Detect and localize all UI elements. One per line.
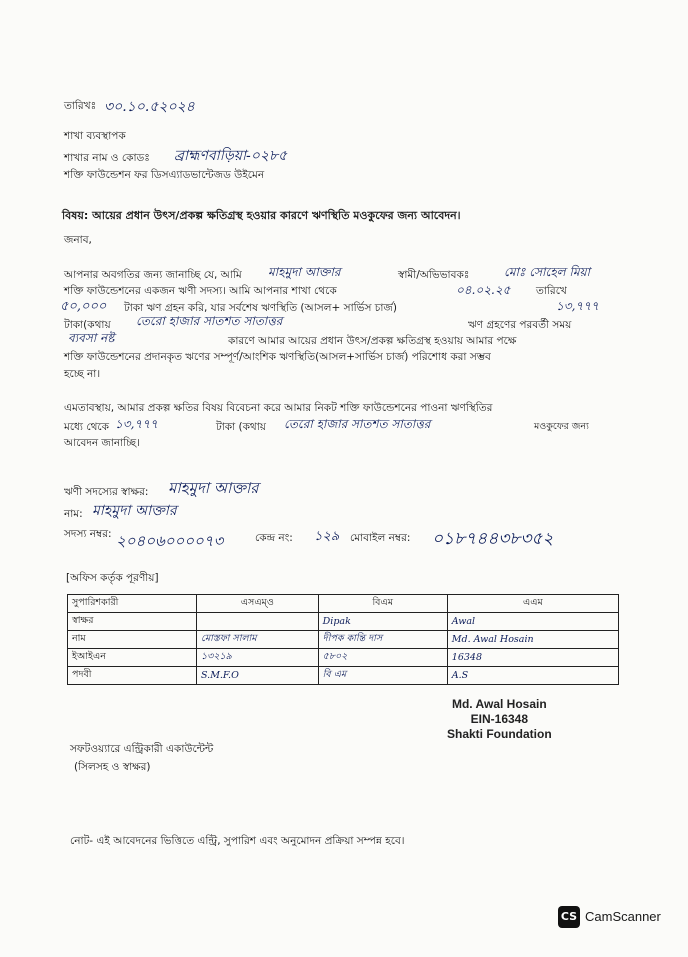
accountant-subtitle: (সিলসহ ও স্বাক্ষর) xyxy=(74,761,151,773)
p2-c: টাকা (কথায় xyxy=(216,421,266,433)
p1-h: কারণে আমার আয়ের প্রধান উৎস/প্রকল্প ক্ষতিগ্রস্থ হওয়ায় আমার পক্ষে xyxy=(228,335,517,347)
table-header-row xyxy=(68,595,619,613)
col-header: এসএম্‌ও xyxy=(197,595,319,613)
row-label: ইআইএন xyxy=(68,649,197,667)
table-cell: ৫৮০২ xyxy=(318,649,447,667)
table-cell: দীপক কান্তি দাস xyxy=(318,631,447,649)
table-cell: Awal xyxy=(447,613,618,631)
table-row xyxy=(68,613,619,631)
member-signature: মাহমুদা আক্তার xyxy=(168,479,259,497)
org-line: শক্তি ফাউন্ডেশন ফর ডিসএ্যাডভান্টেজড উইমেন xyxy=(64,169,265,181)
office-section-title: [অফিস কর্তৃক পূরণীয়] xyxy=(66,572,159,584)
p1-i: শক্তি ফাউন্ডেশনের প্রদানকৃত ঋণের সম্পূর্ণ/আংশিক ঋণস্থিতি(আসল+সার্ভিস চার্জ) পরিশোধ করা সম্ভব xyxy=(64,351,491,363)
table-cell: মোস্তফা সালাম xyxy=(197,631,319,649)
seal-org: Shakti Foundation xyxy=(447,727,552,741)
salutation: জনাব, xyxy=(64,234,92,246)
seal-name: Md. Awal Hosain xyxy=(451,697,547,711)
p1-g: ঋণ গ্রহণের পরবর্তী সময় xyxy=(468,319,572,331)
camscanner-watermark: CamScanner xyxy=(585,909,661,924)
p1-f: টাকা(কথায় xyxy=(64,319,111,331)
table-cell: ১৩২১৯ xyxy=(197,649,319,667)
p2-b: মধ্যে থেকে xyxy=(64,421,109,433)
center-label: কেন্দ্র নং: xyxy=(255,532,293,544)
mobile-number: ০১৮৭৪৪৩৮৩৫২ xyxy=(432,529,554,549)
p1-j: হচ্ছে না। xyxy=(64,368,101,380)
balance: ১৩,৭৭৭ xyxy=(556,299,599,313)
table-cell: 16348 xyxy=(447,649,618,667)
p1-a: আপনার অবগতির জন্য জানাচ্ছি যে, আমি xyxy=(64,269,242,281)
footer-note: নোট- এই আবেদনের ভিত্তিতে এন্ট্রি, সুপারিশ এবং অনুমোদন প্রক্রিয়া সম্পন্ন হবে। xyxy=(70,835,405,847)
p2-e: আবেদন জানাচ্ছি। xyxy=(64,437,140,449)
member-name: মাহমুদা আক্তার xyxy=(92,503,177,519)
borrower-name: মাহমুদা আক্তার xyxy=(268,265,341,279)
table-cell: Md. Awal Hosain xyxy=(447,631,618,649)
loan-date: ০৪.০২.২৫ xyxy=(456,283,511,297)
table-cell: বি এম xyxy=(318,667,447,685)
p2-d: মওকুফের জন্য xyxy=(534,421,589,432)
col-header: এএম xyxy=(447,595,618,613)
member-number-label: সদস্য নম্বর: xyxy=(64,528,112,540)
row-label: নাম xyxy=(68,631,197,649)
table-cell: Dipak xyxy=(318,613,447,631)
officer-seal xyxy=(447,697,552,742)
p1-c: শক্তি ফাউন্ডেশনের একজন ঋণী সদস্য। আমি আপনার শাখা থেকে xyxy=(64,285,337,297)
date-label: তারিখঃ xyxy=(64,100,97,112)
row-label: স্বাক্ষর xyxy=(68,613,197,631)
table-cell: A.S xyxy=(447,667,618,685)
waive-words: তেরো হাজার সাতশত সাতাত্তর xyxy=(284,417,431,431)
subject-label: বিষয়: xyxy=(62,209,89,222)
balance-words: তেরো হাজার সাতশত সাতাত্তর xyxy=(136,314,283,328)
loan-amount: ৫০,০০০ xyxy=(60,299,107,314)
waive-amount: ১৩,৭৭৭ xyxy=(115,417,158,431)
subject-text: আয়ের প্রধান উৎস/প্রকল্প ক্ষতিগ্রস্থ হওয়ার কারণে ঋণস্থিতি মওকুফের জন্য আবেদন। xyxy=(92,209,461,222)
table-row xyxy=(68,631,619,649)
member-number: ২০৪০৬০০০০৭৩ xyxy=(116,532,224,550)
p1-b: স্বামী/অভিভাবকঃ xyxy=(398,269,470,281)
p1-d: তারিখে xyxy=(536,285,567,297)
row-label: পদবী xyxy=(68,667,197,685)
camscanner-logo-icon: CS xyxy=(558,906,580,928)
table-row xyxy=(68,667,619,685)
manager-label: শাখা ব্যবস্থাপক xyxy=(64,130,126,142)
table-cell xyxy=(197,613,319,631)
col-header: সুপারিশকারী xyxy=(68,595,197,613)
seal-ein: EIN-16348 xyxy=(470,712,529,726)
center-number: ১২৯ xyxy=(314,529,340,544)
reason: ব্যবসা নষ্ট xyxy=(68,331,115,345)
mobile-label: মোবাইল নম্বর: xyxy=(350,532,411,544)
member-name-label: নাম: xyxy=(64,508,83,520)
subject-line xyxy=(62,209,461,223)
branch-label: শাখার নাম ও কোডঃ xyxy=(64,152,150,164)
p2-a: এমতাবস্থায়, আমার প্রকল্প ক্ষতির বিষয় বিবেচনা করে আমার নিকট শক্তি ফাউন্ডেশনের পাওনা ঋণস্থিতির xyxy=(64,402,493,414)
guardian-name: মোঃ সোহেল মিয়া xyxy=(504,265,591,279)
table-cell: S.M.F.O xyxy=(197,667,319,685)
table-row xyxy=(68,649,619,667)
accountant-title: সফটওয়্যারে এন্ট্রিকারী একাউন্টেন্ট xyxy=(70,743,214,755)
date-value: ৩০.১০.৫২০২৪ xyxy=(104,99,195,115)
col-header: বিএম xyxy=(318,595,447,613)
p1-e: টাকা ঋণ গ্রহন করি, যার সর্বশেষ ঋণস্থিতি (আসল+ সার্ভিস চার্জ) xyxy=(124,302,397,314)
member-sign-label: ঋণী সদস্যের স্বাক্ষর: xyxy=(64,486,149,498)
approval-table xyxy=(67,594,619,685)
branch-value: ব্রাহ্মণবাড়িয়া-০২৮৫ xyxy=(174,148,288,164)
